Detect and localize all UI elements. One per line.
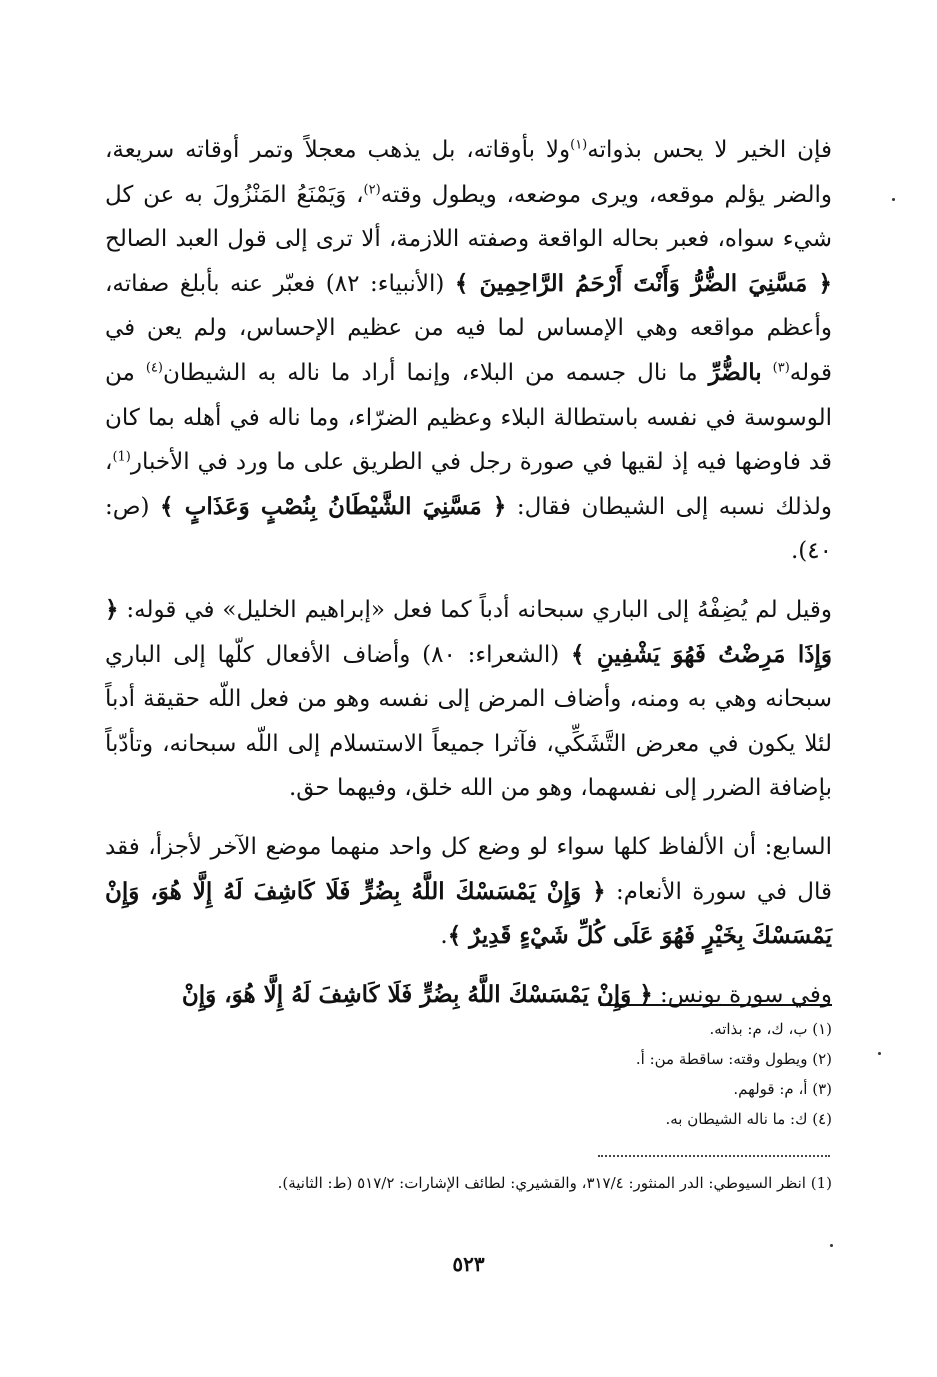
footnote-ref[interactable]: (٣) bbox=[772, 360, 790, 376]
text-span: (الأنبياء: ٨٢) فعبّر عنه بأبلغ صفاته، وأعظم مواقعه وهي الإمساس لما فيه من عظيم الإحساس، ولم يعن في قوله bbox=[105, 270, 833, 386]
footnote: (٣) أ، م: قولهم. bbox=[733, 1080, 832, 1098]
footnote-ref[interactable]: (1) bbox=[112, 449, 131, 465]
footnotes bbox=[105, 1014, 832, 1134]
footnote: (٤) ك: ما ناله الشيطان به. bbox=[665, 1110, 832, 1128]
text-span: . bbox=[440, 923, 448, 950]
text-span: فإن الخير لا يحس بذواته bbox=[587, 137, 832, 163]
paragraph-4 bbox=[105, 973, 832, 1018]
footnote-separator bbox=[600, 1004, 832, 1006]
text-span: ما نال جسمه من البلاء، وإنما أراد ما ناله به الشيطان bbox=[162, 359, 698, 386]
paragraph-3 bbox=[105, 825, 832, 959]
dotted-separator bbox=[598, 1155, 830, 1157]
text-span: وقيل لم يُضِفْهُ إلى الباري سبحانه أدباً كما فعل «إبراهيم الخليل» في قوله: bbox=[126, 596, 833, 623]
quran-verse: ﴿ وَإِذَا مَرِضْتُ فَهُوَ يَشْفِينِ ﴾ bbox=[105, 595, 833, 668]
text-span: وفي سورة يونس: bbox=[660, 981, 832, 1008]
text-span: ، ولذلك نسبه إلى الشيطان فقال: bbox=[105, 449, 833, 520]
quran-word: بالضُّرِّ bbox=[708, 358, 762, 386]
text-span: ولا بأوقاته، بل يذهب معجلاً وتمر أوقاته سريعة، والضر يؤلم موقعه، ويرى موضعه، ويطول وقته bbox=[105, 137, 832, 208]
editor-footnote: (1) انظر السيوطي: الدر المنثور: ٣١٧/٤، والقشيري: لطائف الإشارات: ٥١٧/٢ (ط: الثانية). bbox=[277, 1174, 832, 1192]
scan-speck bbox=[830, 1244, 833, 1247]
footnote: (١) ب، ك، م: بذاته. bbox=[709, 1020, 832, 1038]
text-span: السابع: أن الألفاظ كلها سواء لو وضع كل واحد منهما موضع الآخر لأجزأ، فقد قال في سورة الأنعام: bbox=[105, 833, 832, 905]
scan-speck bbox=[892, 198, 895, 201]
footnote-ref[interactable]: (٤) bbox=[145, 360, 163, 376]
text-span: (ص: ٤٠). bbox=[105, 493, 832, 565]
quran-verse: ﴿ مَسَّنِيَ الضُّرُّ وَأَنْتَ أَرْحَمُ الرَّاحِمِينَ ﴾ bbox=[454, 269, 832, 297]
footnote-ref[interactable]: (١) bbox=[570, 137, 588, 153]
footnote: (٢) ويطول وقته: ساقطة من: أ. bbox=[635, 1050, 832, 1068]
quran-verse: ﴿ مَسَّنِيَ الشَّيْطَانُ بِنُصْبٍ وَعَذَابٍ ﴾ bbox=[160, 492, 507, 520]
text-span: من الوسوسة في نفسه باستطالة البلاء وعظيم الضرّاء، وما ناله في أهله بما كان قد فاوضها فيه إذ لقيها في صورة رجل في الطريق على ما ورد في الأخبار bbox=[105, 359, 832, 476]
page-number: ٥٢٣ bbox=[452, 1252, 485, 1276]
paragraph-2 bbox=[105, 588, 832, 811]
quran-verse: ﴿ وَإِنْ يَمْسَسْكَ اللَّهُ بِضُرٍّ فَلَا كَاشِفَ لَهُ إِلَّا هُوَ، وَإِنْ يَمْسَسْكَ بِخَيْرٍ فَهُوَ عَلَى كُلِّ شَيْءٍ قَدِيرٌ ﴾ bbox=[105, 877, 832, 950]
quran-verse: ﴿ وَإِنْ يَمْسَسْكَ اللَّهُ بِضُرٍّ فَلَا كَاشِفَ لَهُ إِلَّا هُوَ، وَإِنْ bbox=[181, 980, 653, 1008]
text-span: ، وَيَمْنَعُ المَنْزُولَ به عن كل شيء سواه، فعبر بحاله الواقعة وصفته اللازمة، ألا ترى إلى قول العبد الصالح bbox=[105, 181, 832, 253]
scan-speck bbox=[878, 1052, 881, 1055]
text-span: (الشعراء: ٨٠) وأضاف الأفعال كلّها إلى الباري سبحانه وهي به ومنه، وأضاف المرض إلى نفسه وهو من فعل اللّه حقيقة أدباً لئلا يكون في معرض التَّشَكِّي، فآثرا جميعاً الاستسلام إلى اللّه سبحانه، وتأدّباً بإضافة الضرر إلى نفسهما، وهو من الله خلق، وفيهما حق. bbox=[105, 641, 832, 802]
footnote-ref[interactable]: (٢) bbox=[363, 181, 381, 197]
main-text bbox=[105, 128, 832, 1017]
paragraph-1 bbox=[105, 128, 832, 574]
